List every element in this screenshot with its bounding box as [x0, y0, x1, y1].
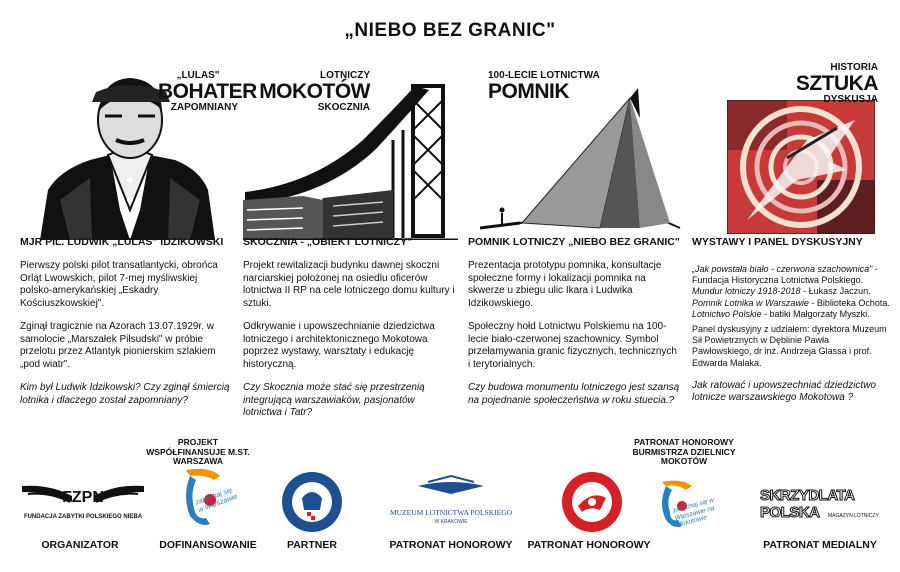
- col4-question: Jak ratować i upowszechniać dziedzictwo lotnicze warszawskiego Mokotowa ?: [692, 379, 876, 404]
- col4-list: [692, 264, 890, 320]
- col2-question: Czy Skocznia może stać się przestrzenią integrującą warszawiaków, pasjonatów lotnictwa i Tatr?: [243, 382, 425, 418]
- honor-note: PATRONAT HONOROWY BURMISTRZA DZIELNICY MOKOTÓW: [632, 437, 736, 466]
- col1-paragraph-2: Zginął tragicznie na Azorach 13.07.1929r. w samolocie „Marszałek Piłsudski" w próbie przelotu przez Atlantyk pionierskim szlakiem „pod wiatr".: [20, 321, 216, 370]
- col4-panel-text: Panel dyskusyjny z udziałem: dyrektora Muzeum Sił Powietrznych w Dęblinie Pawła Pawłowskiego, dr inż. Andrzeja Glassa i prof. Edwarda Malaka.: [692, 324, 887, 368]
- col3-heading: POMNIK LOTNICZY „NIEBO BEZ GRANIC": [468, 236, 680, 248]
- fzpn-logo: [20, 478, 146, 526]
- col4-tag-big: SZTUKA: [795, 72, 878, 95]
- col4-tag-bottom: DYSKUSJA: [823, 94, 878, 105]
- mokotow-logo-text: zakochaj się w Warszawie na Mokotowie: [672, 496, 716, 529]
- col4-tag: [790, 62, 878, 105]
- label-patronat-honorowy-1: PATRONAT HONOROWY: [389, 539, 513, 551]
- fzpn-mark: FZPN: [62, 489, 104, 506]
- muzeum-logo: [388, 474, 514, 530]
- col1-question: Kim był Ludwik Idzikowski? Czy zginął śmiercią lotnika i dlaczego został zapomniany?: [20, 382, 230, 406]
- skrzydlata-sub: MAGAZYN LOTNICZY: [827, 513, 879, 519]
- partner-logo: [280, 470, 344, 534]
- col1-tag-top: „LULAS": [176, 70, 220, 81]
- fzpn-text: FUNDACJA ZABYTKI POLSKIEGO NIEBA: [23, 514, 143, 520]
- cofinance-note: PROJEKT WSPÓŁFINANSUJE M.ST. WARSZAWA: [146, 437, 250, 466]
- label-patronat-honorowy-2: PATRONAT HONOROWY: [527, 539, 651, 551]
- warszawa-logo: [180, 466, 239, 530]
- col3-tag: [488, 70, 648, 102]
- col3-tag-top: 100-LECIE LOTNICTWA: [488, 70, 600, 81]
- col3-tag-big: POMNIK: [488, 80, 569, 103]
- navy-museum-logo: [560, 470, 624, 534]
- col1-heading: MJR PIL. LUDWIK „LULAS" IDZIKOWSKI: [20, 236, 224, 248]
- col4-item-2-title: Mundur lotniczy 1918-2018: [692, 286, 801, 297]
- warszawa-logo-text: zakochaj się w Warszawie: [194, 486, 239, 515]
- label-dofinansowanie: DOFINANSOWANIE: [159, 539, 257, 551]
- col4-item-4-author: - batiki Małgorzaty Myszki.: [761, 308, 870, 319]
- col1-tag-big: BOHATER: [158, 80, 257, 103]
- col3-paragraph-2: Społeczny hołd Lotnictwu Polskiemu na 100-lecie biało-czerwonej szachownicy. Symbol przełamywania granic fizycznych, technicznych i terytorialnych.: [468, 321, 677, 370]
- col1-body: [20, 260, 230, 418]
- col2-tag: [258, 70, 370, 113]
- col4-item-3-author: - Biblioteka Ochota.: [808, 297, 890, 308]
- label-patronat-medialny: PATRONAT MEDIALNY: [763, 539, 877, 551]
- col1-tag-bottom: ZAPOMNIANY: [170, 102, 238, 113]
- label-organizator: ORGANIZATOR: [41, 539, 119, 551]
- col3-body: [468, 260, 680, 418]
- col2-heading: SKOCZNIA - „OBIEKT LOTNICZY": [243, 236, 413, 248]
- col4-item-3-title: Pomnik Lotnika w Warszawie: [692, 297, 809, 308]
- col3-paragraph-1: Prezentacja prototypu pomnika, konsultacje społeczne formy i lokalizacji pomnika na skwerze u zbiegu ulic Ikara i Ludwika Idzikowskiego.: [468, 260, 662, 309]
- col2-body: [243, 260, 455, 431]
- col2-paragraph-1: Projekt rewitalizacji budynku dawnej skoczni narciarskiej położonej na osiedlu oficerów lotnictwa II RP na cele lotniczego domu kultury i sztuki.: [243, 260, 455, 309]
- col4-heading: WYSTAWY I PANEL DYSKUSYJNY: [692, 236, 863, 248]
- skrzydlata-line1: SKRZYDLATA: [760, 487, 855, 504]
- col1-paragraph-1: Pierwszy polski pilot transatlantycki, obrońca Orląt Lwowskich, pilot 7-mej myśliwskiej polsko-amerykańskiej „Eskadry Kościuszkowskiej".: [20, 260, 218, 309]
- monument-illustration: [480, 88, 690, 236]
- col4-item-1-author: - Fundacja Historyczna Lotnictwa Polskiego.: [692, 264, 878, 286]
- skrzydlata-logo: [760, 488, 880, 524]
- col2-paragraph-2: Odkrywanie i upowszechnianie dziedzictwa lotniczego i architektonicznego Mokotowa poprzez wystawy, warsztaty i edukację historyczną.: [243, 321, 435, 370]
- col4-body: [692, 264, 890, 416]
- col4-item-4-title: Lotnictwo Polskie: [692, 308, 762, 319]
- col2-tag-top: LOTNICZY: [320, 70, 370, 81]
- label-partner: PARTNER: [287, 539, 337, 551]
- col2-tag-bottom: SKOCZNIA: [317, 102, 370, 113]
- page-title: „NIEBO BEZ GRANIC": [344, 20, 556, 41]
- col3-question: Czy budowa monumentu lotniczego jest szansą na pojednanie społeczeństwa w roku stuecia.?: [468, 382, 680, 406]
- col4-tag-top: HISTORIA: [830, 62, 878, 73]
- mokotow-logo: [658, 478, 728, 534]
- muzeum-sub: W KRAKOWIE: [434, 519, 468, 525]
- col4-item-2-author: - Łukasz Jaczun.: [800, 286, 871, 297]
- skrzydlata-line2: POLSKA: [760, 504, 820, 521]
- col2-tag-big: MOKOTÓW: [259, 80, 370, 103]
- batik-artwork: [727, 100, 875, 234]
- col4-item-1-title: „Jak powstała biało - czerwona szachownica": [692, 264, 873, 274]
- muzeum-text: MUZEUM LOTNICTWA POLSKIEGO: [389, 508, 513, 517]
- col1-tag: [158, 70, 257, 113]
